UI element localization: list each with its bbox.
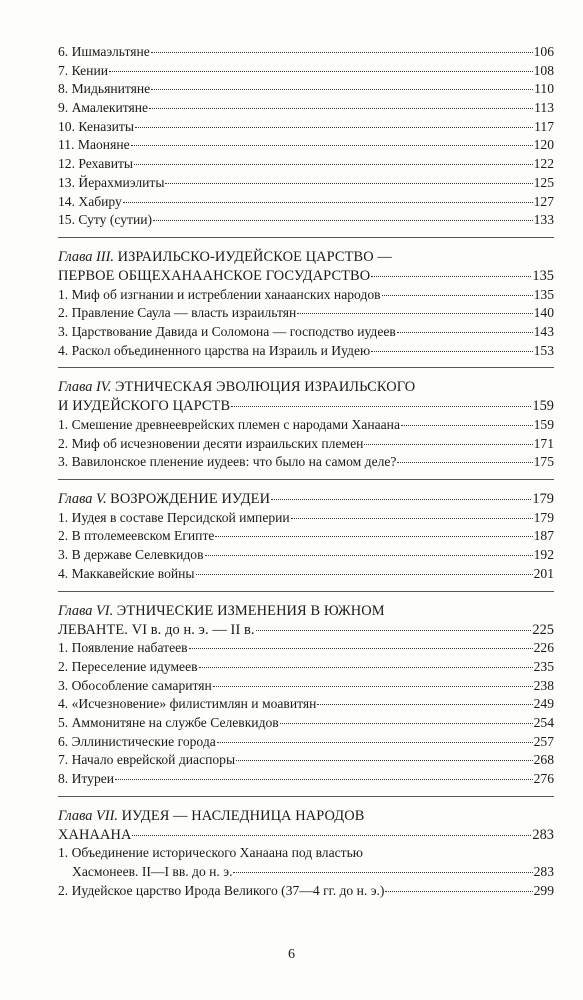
- dot-leader: [233, 862, 532, 873]
- dot-leader: [231, 396, 531, 407]
- dot-leader: [217, 732, 533, 743]
- toc-entry[interactable]: 3. Вавилонское пленение иудеев: что было на самом деле? 175: [58, 454, 554, 470]
- table-of-contents: [58, 43, 554, 900]
- dot-leader: [165, 173, 532, 184]
- chapter-heading-line2[interactable]: ХАНААНА 283: [58, 826, 554, 843]
- toc-entry[interactable]: 1. Объединение исторического Ханаана под властью: [58, 845, 363, 861]
- chapter-3: [58, 248, 554, 360]
- dot-leader: [382, 285, 533, 296]
- toc-entry[interactable]: 4. Раскол объединенного царства на Израиль и Иудею 153: [58, 342, 554, 358]
- dot-leader: [134, 154, 533, 165]
- dot-leader: [149, 98, 533, 109]
- toc-entry[interactable]: 1. Появление набатеев 226: [58, 640, 554, 656]
- chapter-heading[interactable]: Глава III. ИЗРАИЛЬСКО-ИУДЕЙСКОЕ ЦАРСТВО —: [58, 248, 392, 265]
- dot-leader: [364, 434, 532, 445]
- dot-leader: [215, 526, 532, 537]
- dot-leader: [256, 620, 532, 631]
- dot-leader: [317, 694, 532, 705]
- dot-leader: [153, 210, 533, 221]
- chapter-heading[interactable]: Глава V. ВОЗРОЖДЕНИЕ ИУДЕИ 179: [58, 491, 554, 508]
- chapter-4: [58, 378, 554, 472]
- chapter-7: [58, 807, 554, 901]
- dot-leader: [291, 508, 533, 519]
- dot-leader: [199, 657, 533, 668]
- toc-entry[interactable]: 3. Царствование Давида и Соломона — господство иудеев 143: [58, 323, 554, 339]
- dot-leader: [397, 452, 532, 463]
- toc-entry[interactable]: 3. В державе Селевкидов 192: [58, 547, 554, 563]
- dot-leader: [297, 303, 532, 314]
- toc-entry[interactable]: 5. Аммонитяне на службе Селевкидов 254: [58, 714, 554, 730]
- toc-entry[interactable]: 13. Йерахмиэлиты 125: [58, 174, 554, 190]
- section-divider: [58, 367, 554, 368]
- page-number: 6: [288, 947, 295, 962]
- toc-entry[interactable]: 2. Миф об исчезновении десяти израильских племен 171: [58, 435, 554, 451]
- dot-leader: [236, 750, 533, 761]
- dot-leader: [151, 42, 533, 53]
- dot-leader: [132, 825, 531, 836]
- chapter-heading[interactable]: Глава VI. ЭТНИЧЕСКИЕ ИЗМЕНЕНИЯ В ЮЖНОМ: [58, 602, 385, 619]
- toc-entry[interactable]: 7. Начало еврейской диаспоры 268: [58, 752, 554, 768]
- dot-leader: [271, 489, 531, 500]
- toc-entry[interactable]: 1. Иудея в составе Персидской империи 179: [58, 509, 554, 525]
- toc-entry[interactable]: 2. Иудейское царство Ирода Великого (37—4 гг. до н. э.) 299: [58, 882, 554, 898]
- dot-leader: [135, 117, 533, 128]
- toc-entry[interactable]: 11. Маоняне 120: [58, 137, 554, 153]
- prefix-list: [58, 43, 554, 230]
- dot-leader: [371, 341, 532, 352]
- toc-entry[interactable]: 3. Обособление самаритян 238: [58, 677, 554, 693]
- toc-entry[interactable]: 14. Хабиру 127: [58, 193, 554, 209]
- toc-entry[interactable]: 4. Маккавейские войны 201: [58, 565, 554, 581]
- toc-entry[interactable]: 6. Ишмаэльтяне 106: [58, 44, 554, 59]
- dot-leader: [189, 638, 533, 649]
- dot-leader: [109, 61, 533, 72]
- dot-leader: [205, 545, 533, 556]
- dot-leader: [371, 266, 531, 277]
- dot-leader: [280, 713, 533, 724]
- section-divider: [58, 591, 554, 592]
- dot-leader: [196, 564, 533, 575]
- section-divider: [58, 796, 554, 797]
- dot-leader: [115, 769, 533, 780]
- toc-entry[interactable]: 1. Смешение древнееврейских племен с народами Ханаана 159: [58, 417, 554, 432]
- toc-entry[interactable]: 7. Кении 108: [58, 62, 554, 78]
- chapter-heading-line2[interactable]: ПЕРВОЕ ОБЩЕХАНААНСКОЕ ГОСУДАРСТВО 135: [58, 267, 554, 284]
- toc-entry[interactable]: 12. Рехавиты 122: [58, 156, 554, 172]
- dot-leader: [397, 322, 533, 333]
- toc-entry[interactable]: 8. Итуреи 276: [58, 771, 554, 786]
- chapter-heading-line2[interactable]: И ИУДЕЙСКОГО ЦАРСТВ 159: [58, 398, 554, 415]
- dot-leader: [151, 79, 533, 90]
- toc-entry[interactable]: 2. Правление Саула — власть израильтян 140: [58, 305, 554, 321]
- toc-entry[interactable]: 2. В птолемеевском Египте 187: [58, 528, 554, 544]
- dot-leader: [385, 881, 532, 892]
- chapter-heading[interactable]: Глава IV. ЭТНИЧЕСКАЯ ЭВОЛЮЦИЯ ИЗРАИЛЬСКОГО: [58, 379, 416, 396]
- toc-entry[interactable]: 2. Переселение идумеев 235: [58, 658, 554, 674]
- dot-leader: [131, 135, 533, 146]
- toc-entry-continuation[interactable]: Хасмонеев. II—I вв. до н. э. 283: [72, 864, 554, 880]
- chapter-heading-line2[interactable]: ЛЕВАНТЕ. VI в. до н. э. — II в. 225: [58, 621, 554, 638]
- dot-leader: [213, 676, 533, 687]
- toc-entry[interactable]: 1. Миф об изгнании и истреблении ханаанских народов 135: [58, 286, 554, 302]
- chapter-6: [58, 602, 554, 789]
- toc-entry[interactable]: 4. «Исчезновение» филистимлян и моавитян 249: [58, 696, 554, 712]
- dot-leader: [401, 415, 533, 426]
- dot-leader: [123, 192, 533, 203]
- toc-entry[interactable]: 6. Эллинистические города 257: [58, 733, 554, 749]
- toc-entry[interactable]: 15. Суту (сутии) 133: [58, 212, 554, 228]
- section-divider: [58, 479, 554, 480]
- toc-entry[interactable]: 9. Амалекитяне 113: [58, 100, 554, 116]
- chapter-heading[interactable]: Глава VII. ИУДЕЯ — НАСЛЕДНИЦА НАРОДОВ: [58, 807, 365, 824]
- toc-entry[interactable]: 10. Кеназиты 117: [58, 118, 554, 134]
- chapter-5: [58, 490, 554, 583]
- toc-entry[interactable]: 8. Мидьянитяне 110: [58, 81, 554, 97]
- section-divider: [58, 237, 554, 238]
